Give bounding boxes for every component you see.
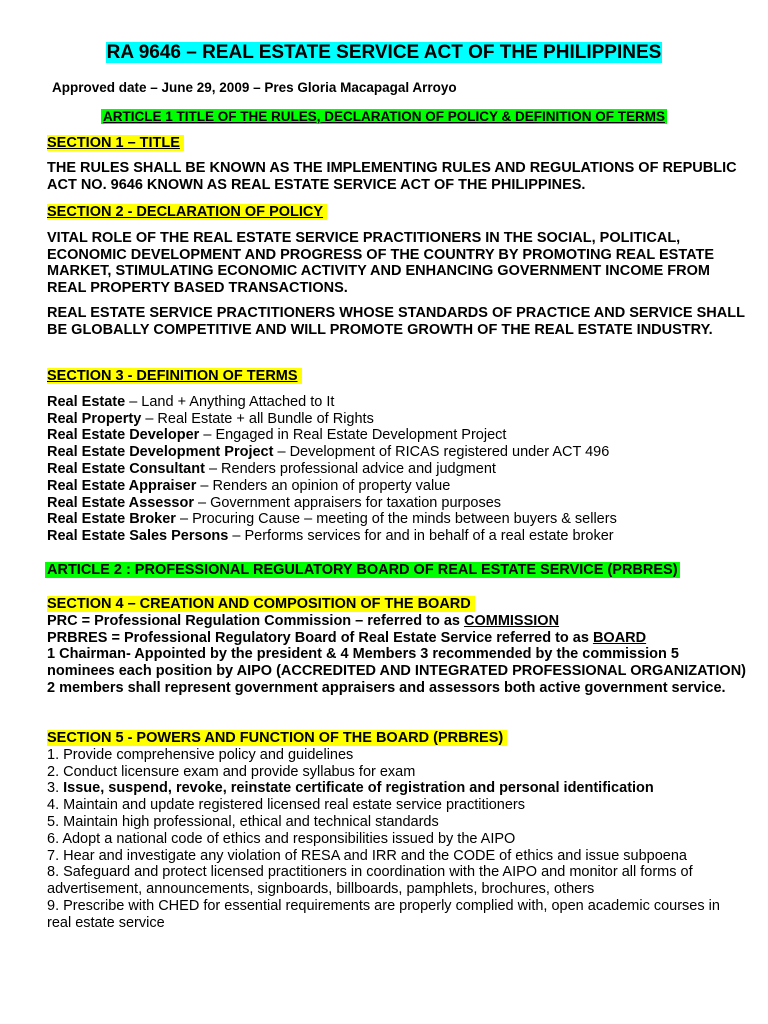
definition-text: – Development of RICAS registered under ACT 496 (273, 444, 610, 461)
definition-term: Real Estate Appraiser (47, 477, 197, 494)
definition-term: Real Estate Development Project (47, 444, 274, 461)
definition-term: Real Estate Broker (47, 511, 176, 528)
definition-term: Real Estate Developer (47, 427, 200, 444)
definition-item (47, 444, 747, 461)
prc-term: COMMISSION (463, 612, 560, 629)
definition-text: – Procuring Cause – meeting of the minds between buyers & sellers (175, 511, 617, 528)
power-item: 6. Adopt a national code of ethics and responsibilities issued by the AIPO (47, 830, 516, 847)
prc-definition (47, 613, 747, 630)
definition-term: Real Property (47, 410, 142, 427)
section-1 (47, 135, 747, 193)
definition-term: Real Estate Sales Persons (47, 528, 229, 545)
section-1-text: THE RULES SHALL BE KNOWN AS THE IMPLEMENTING RULES AND REGULATIONS OF REPUBLIC ACT NO. 9646 KNOWN AS REAL ESTATE SERVICE ACT OF THE PHILIPPINES. (47, 159, 737, 193)
power-item: 2. Conduct licensure exam and provide syllabus for exam (47, 763, 416, 780)
article-1-heading: ARTICLE 1 TITLE OF THE RULES, DECLARATION OF POLICY & DEFINITION OF TERMS (102, 109, 665, 124)
power-item: 4. Maintain and update registered licensed real estate service practitioners (47, 797, 525, 814)
definition-text: – Land + Anything Attached to It (125, 393, 335, 410)
section-3-heading: SECTION 3 - DEFINITION OF TERMS (47, 368, 302, 384)
definition-item (47, 511, 747, 528)
definition-item (47, 495, 747, 512)
power-item: 5. Maintain high professional, ethical and technical standards (47, 813, 439, 830)
definition-term: Real Estate (47, 393, 126, 410)
section-2-paragraph-1: VITAL ROLE OF THE REAL ESTATE SERVICE PRACTITIONERS IN THE SOCIAL, POLITICAL, ECONOMIC DEVELOPMENT AND PROGRESS OF THE COUNTRY BY PROMOTING REAL ESTATE MARKET, STIMULATING ECONOMIC ACTIVITY AND ENHANCING GOVERNMENT INCOME FROM REAL PROPERTY BASED TRANSACTIONS. (47, 229, 715, 297)
section-4-heading: SECTION 4 – CREATION AND COMPOSITION OF THE BOARD (47, 596, 475, 612)
prbres-term: BOARD (592, 629, 647, 646)
board-composition: 1 Chairman- Appointed by the president & 4 Members 3 recommended by the commission 5 nominees each position by AIPO (ACCREDITED AND INTEGRATED PROFESSIONAL ORGANIZATION) 2 members shall represent government appraisers and assessors both active government service. (47, 646, 746, 696)
approved-date: Approved date – June 29, 2009 – Pres Gloria Macapagal Arroyo (52, 80, 457, 95)
article-1-row (0, 108, 768, 126)
definition-item (47, 461, 747, 478)
definition-list (47, 394, 747, 545)
definition-text: – Renders professional advice and judgment (204, 460, 496, 477)
power-item-number: 3. (47, 780, 64, 797)
definition-item (47, 528, 747, 545)
document-title: RA 9646 – REAL ESTATE SERVICE ACT OF THE PHILIPPINES (106, 42, 662, 63)
definition-text: – Engaged in Real Estate Development Project (199, 427, 507, 444)
section-5 (47, 730, 747, 932)
prc-definition-text: PRC = Professional Regulation Commission – referred to as (47, 612, 464, 629)
section-2-heading: SECTION 2 - DECLARATION OF POLICY (47, 204, 327, 220)
definition-item (47, 394, 747, 411)
power-item: 8. Safeguard and protect licensed practitioners in coordination with the AIPO and monitor all forms of advertisement, announcements, signboards, billboards, pamphlets, brochures, others (47, 864, 693, 898)
prbres-definition-text: PRBRES = Professional Regulatory Board of Real Estate Service referred to as (47, 629, 593, 646)
title-row (0, 42, 768, 64)
article-2-heading: ARTICLE 2 : PROFESSIONAL REGULATORY BOARD OF REAL ESTATE SERVICE (PRBRES) (47, 562, 678, 578)
section-2 (47, 204, 747, 339)
power-item: 9. Prescribe with CHED for essential requirements are properly complied with, open academic courses in (47, 897, 720, 914)
section-1-heading: SECTION 1 – TITLE (47, 135, 184, 151)
section-2-paragraph-2: REAL ESTATE SERVICE PRACTITIONERS WHOSE STANDARDS OF PRACTICE AND SERVICE SHALL BE GLOBALLY COMPETITIVE AND WILL PROMOTE GROWTH OF THE REAL ESTATE INDUSTRY. (47, 304, 745, 338)
power-item-text: Issue, suspend, revoke, reinstate certificate of registration and personal identification (63, 780, 654, 797)
definition-item (47, 411, 747, 428)
power-item (47, 780, 747, 797)
section-4 (47, 596, 747, 697)
definition-text: – Government appraisers for taxation purposes (193, 494, 502, 511)
section-3 (47, 368, 747, 545)
definition-term: Real Estate Consultant (47, 460, 205, 477)
prbres-definition (47, 630, 747, 647)
definition-text: – Renders an opinion of property value (196, 477, 451, 494)
power-item-continuation: real estate service (47, 914, 165, 931)
definition-text: – Performs services for and in behalf of a real estate broker (228, 528, 614, 545)
definition-text: – Real Estate + all Bundle of Rights (141, 410, 374, 427)
definition-term: Real Estate Assessor (47, 494, 194, 511)
section-5-heading: SECTION 5 - POWERS AND FUNCTION OF THE BOARD (PRBRES) (47, 730, 507, 746)
definition-item (47, 478, 747, 495)
power-item: 7. Hear and investigate any violation of RESA and IRR and the CODE of ethics and issue subpoena (47, 847, 687, 864)
definition-item (47, 427, 747, 444)
power-item: 1. Provide comprehensive policy and guidelines (47, 746, 354, 763)
